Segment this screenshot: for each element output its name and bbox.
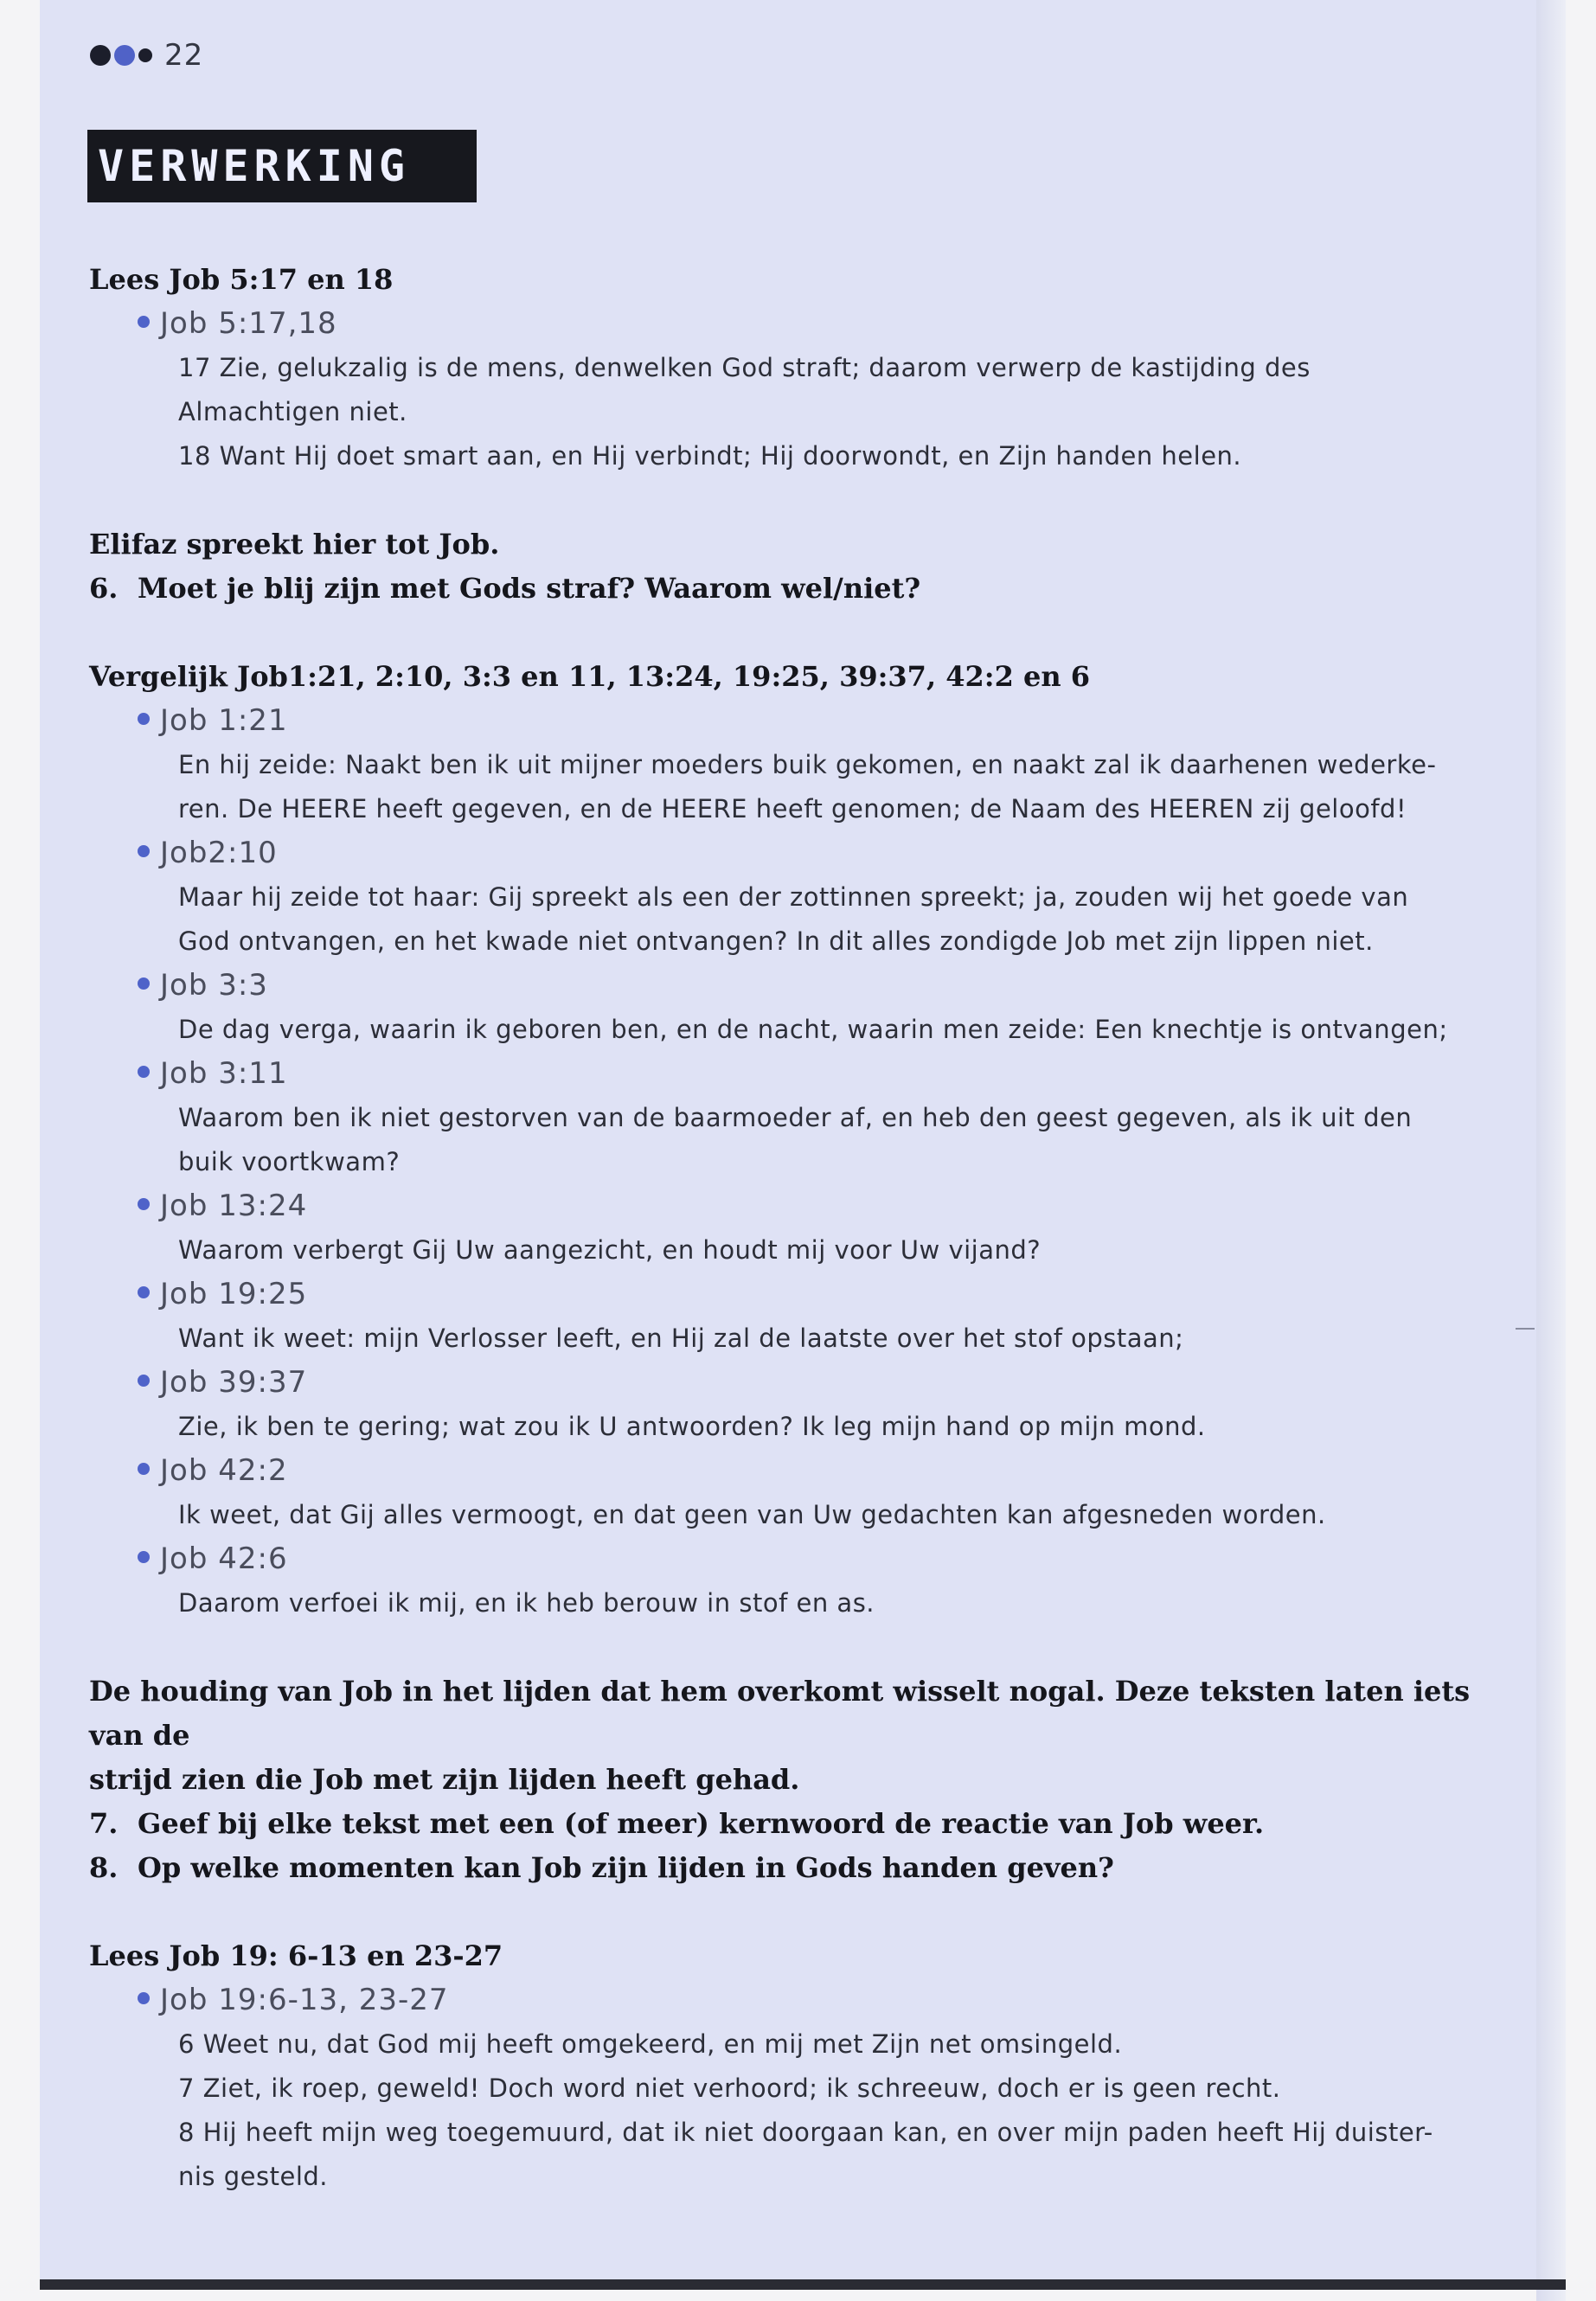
verse-line: 7 Ziet, ik roep, geweld! Doch word niet verhoord; ik schreeuw, doch er is geen recht.: [178, 2073, 1281, 2103]
bullet-icon: [138, 316, 150, 328]
bible-reference: [89, 1184, 1508, 1228]
dot-icon: [90, 45, 111, 66]
verse-line: ren. De HEERE heeft gegeven, en de HEERE heeft genomen; de Naam des HEEREN zij geloofd!: [178, 794, 1407, 824]
verse-line: Zie, ik ben te gering; wat zou ik U antwoorden? Ik leg mijn hand op mijn mond.: [178, 1412, 1206, 1441]
reference-label: Job 3:3: [160, 968, 268, 1003]
page: [40, 0, 1536, 2279]
reference-label: Job 42:6: [160, 1541, 288, 1576]
bible-reference: [89, 1449, 1508, 1493]
verse-line: God ontvangen, en het kwade niet ontvangen? In dit alles zondigde Job met zijn lippen niet.: [178, 926, 1374, 956]
verse-line: 6 Weet nu, dat God mij heeft omgekeerd, en mij met Zijn net omsingeld.: [178, 2029, 1123, 2059]
dot-icon: [138, 48, 152, 62]
verse-line: nis gesteld.: [178, 2162, 329, 2191]
question-number: 8.: [89, 1851, 119, 1884]
page-number: 22: [164, 38, 204, 73]
question-7: [89, 1802, 1508, 1846]
reference-label: Job 42:2: [160, 1453, 288, 1488]
margin-mark: [1516, 1328, 1535, 1330]
section-title-box: [87, 130, 477, 202]
bullet-icon: [138, 1992, 150, 2004]
verse-line: Almachtigen niet.: [178, 397, 407, 426]
bible-reference: [89, 1361, 1508, 1405]
instruction: Vergelijk Job1:21, 2:10, 3:3 en 11, 13:24, 19:25, 39:37, 42:2 en 6: [89, 660, 1090, 693]
paragraph-line: strijd zien die Job met zijn lijden heeft gehad.: [89, 1763, 800, 1796]
instruction: Lees Job 5:17 en 18: [89, 263, 394, 296]
verse-line: Daarom verfoei ik mij, en ik heb berouw in stof en as.: [178, 1588, 875, 1618]
reference-label: Job 13:24: [160, 1189, 308, 1223]
verse-line: Waarom ben ik niet gestorven van de baarmoeder af, en heb den geest gegeven, als ik uit den: [178, 1103, 1413, 1132]
question-text: Moet je blij zijn met Gods straf? Waarom wel/niet?: [138, 572, 921, 605]
verse-line: buik voortkwam?: [178, 1147, 401, 1176]
bible-reference: [89, 1537, 1508, 1581]
verse-line: Maar hij zeide tot haar: Gij spreekt als een der zottinnen spreekt; ja, zouden wij het goede van: [178, 882, 1409, 912]
question-number: 7.: [89, 1807, 119, 1840]
question-text: Op welke momenten kan Job zijn lijden in Gods handen geven?: [138, 1851, 1114, 1884]
section-title: VERWERKING: [98, 141, 411, 191]
bible-reference: [89, 699, 1508, 743]
bullet-icon: [138, 1198, 150, 1210]
bible-reference: [89, 302, 1508, 346]
page-edge-shadow: [1536, 0, 1566, 2301]
bullet-icon: [138, 977, 150, 990]
reference-label: Job 19:25: [160, 1277, 308, 1311]
verse-line: 17 Zie, gelukzalig is de mens, denwelken God straft; daarom verwerp de kastijding des: [178, 353, 1311, 382]
question-6: [89, 567, 1508, 611]
bullet-icon: [138, 845, 150, 857]
bullet-icon: [138, 1375, 150, 1387]
bottom-edge: [40, 2279, 1566, 2290]
verse-line: Waarom verbergt Gij Uw aangezicht, en houdt mij voor Uw vijand?: [178, 1235, 1042, 1265]
bible-reference: [89, 1052, 1508, 1096]
verse-line: Want ik weet: mijn Verlosser leeft, en Hij zal de laatste over het stof opstaan;: [178, 1324, 1184, 1353]
bible-reference: [89, 831, 1508, 875]
verse-line: 18 Want Hij doet smart aan, en Hij verbindt; Hij doorwondt, en Zijn handen helen.: [178, 441, 1242, 471]
bible-reference: [89, 1978, 1508, 2022]
dot-icon: [114, 45, 135, 66]
question-text: Geef bij elke tekst met een (of meer) kernwoord de reactie van Job weer.: [138, 1807, 1265, 1840]
paragraph-line: De houding van Job in het lijden dat hem overkomt wisselt nogal. Deze teksten laten iets van de: [89, 1675, 1471, 1752]
instruction: Elifaz spreekt hier tot Job.: [89, 528, 500, 561]
reference-label: Job 39:37: [160, 1365, 308, 1400]
content: [89, 258, 1508, 2199]
bullet-icon: [138, 713, 150, 725]
instruction: Lees Job 19: 6-13 en 23-27: [89, 1939, 503, 1972]
bullet-icon: [138, 1066, 150, 1078]
verse-line: Ik weet, dat Gij alles vermoogt, en dat geen van Uw gedachten kan afgesneden worden.: [178, 1500, 1326, 1529]
verse-line: 8 Hij heeft mijn weg toegemuurd, dat ik niet doorgaan kan, en over mijn paden heeft Hij duister-: [178, 2118, 1433, 2147]
bullet-icon: [138, 1286, 150, 1298]
verse-line: En hij zeide: Naakt ben ik uit mijner moeders buik gekomen, en naakt zal ik daarhenen wederke-: [178, 750, 1437, 779]
question-number: 6.: [89, 572, 119, 605]
verse-line: De dag verga, waarin ik geboren ben, en de nacht, waarin men zeide: Een knechtje is ontvangen;: [178, 1015, 1448, 1044]
reference-label: Job 5:17,18: [160, 306, 337, 341]
question-8: [89, 1846, 1508, 1890]
reference-label: Job 3:11: [160, 1056, 288, 1091]
bible-reference: [89, 964, 1508, 1008]
page-header: [90, 38, 203, 73]
reference-label: Job2:10: [160, 836, 278, 870]
bullet-icon: [138, 1551, 150, 1563]
bible-reference: [89, 1272, 1508, 1317]
bullet-icon: [138, 1463, 150, 1475]
reference-label: Job 19:6-13, 23-27: [160, 1983, 449, 2017]
reference-label: Job 1:21: [160, 703, 288, 738]
